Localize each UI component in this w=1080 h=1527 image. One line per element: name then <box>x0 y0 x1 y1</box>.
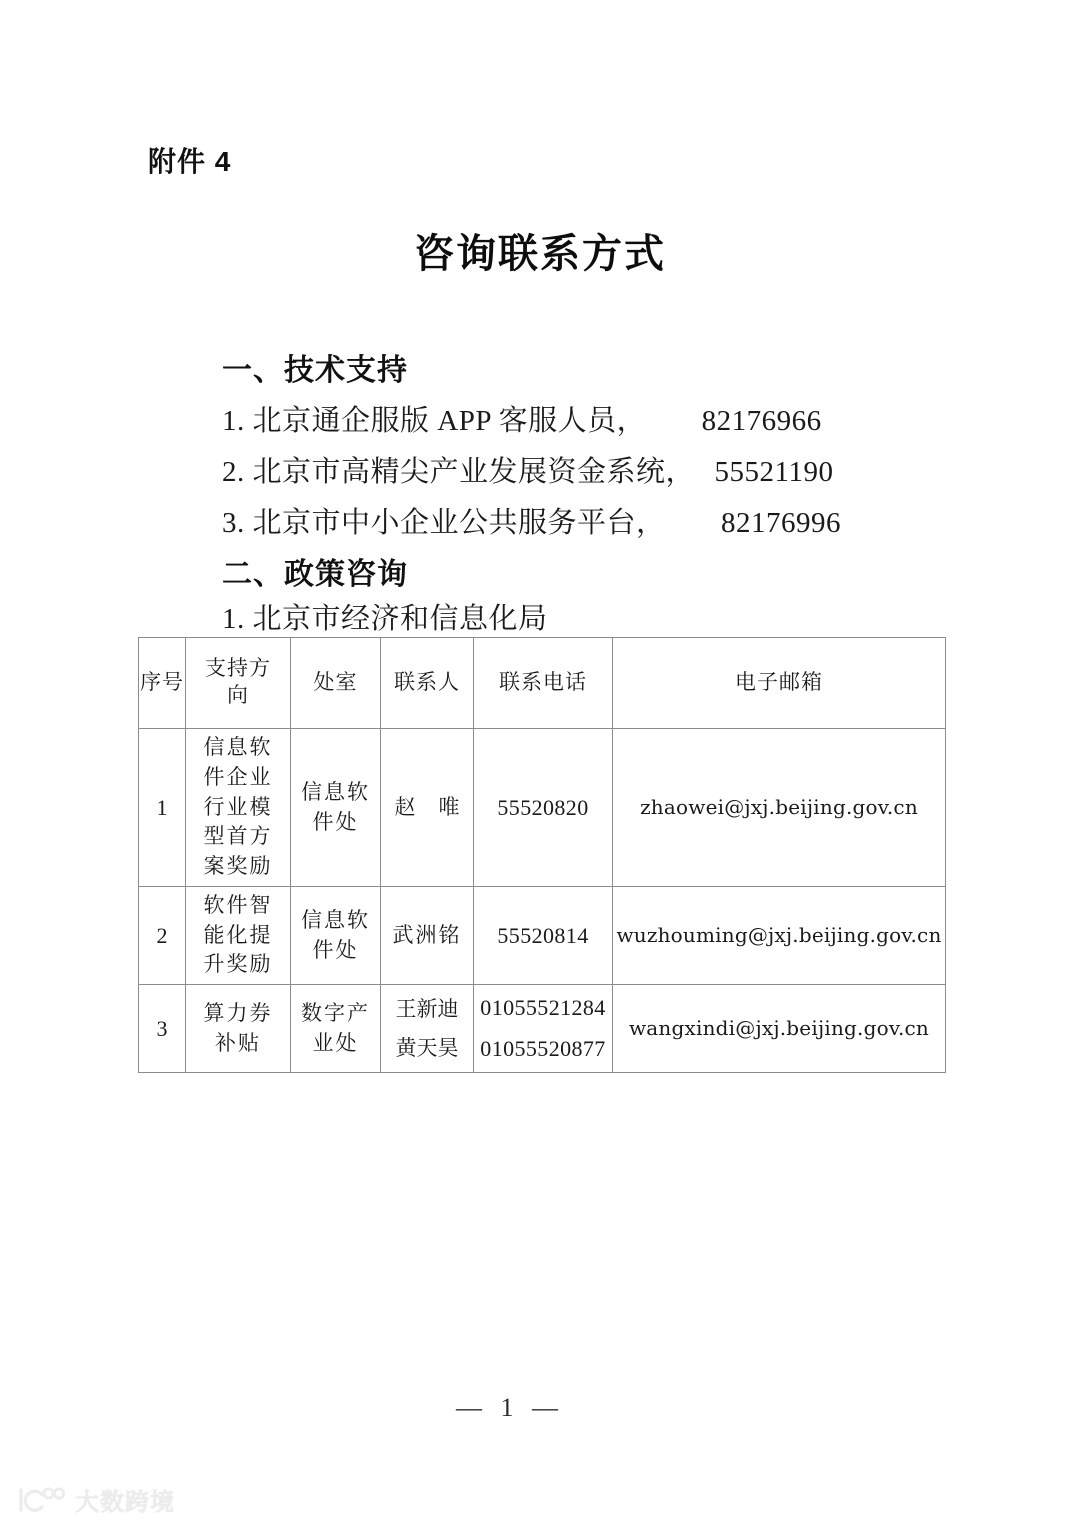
tech-support-item-1-label: 1. 北京通企服版 APP 客服人员， <box>222 405 647 437</box>
table-header-email <box>613 638 946 729</box>
row-1-contact-text: 赵唯 <box>394 795 460 820</box>
row-3-contact <box>381 985 474 1073</box>
table-header-index <box>139 638 186 729</box>
tech-support-item-3 <box>222 500 841 541</box>
row-3-department-text: 数字产业处 <box>300 1000 370 1055</box>
tech-support-item-1-phone: 82176966 <box>701 405 822 437</box>
row-3-index: 3 <box>139 985 186 1073</box>
watermark-text: 大数跨境 <box>75 1489 175 1516</box>
watermark-logo-icon <box>14 1485 66 1515</box>
row-2-index: 2 <box>139 887 186 985</box>
tech-support-item-3-label: 3. 北京市中小企业公共服务平台， <box>222 507 666 539</box>
table-header-email-label: 电子邮箱 <box>735 670 823 694</box>
row-2-department <box>291 887 381 985</box>
row-2-direction-text: 软件智能化提升奖励 <box>203 892 273 977</box>
table-header-department <box>291 638 381 729</box>
row-3-contact-text-1: 王新迪 <box>395 996 459 1021</box>
row-3-contact-text-2: 黄天昊 <box>395 1035 459 1060</box>
table-row <box>139 729 946 887</box>
row-3-email: wangxindi@jxj.beijing.gov.cn <box>613 985 946 1073</box>
row-1-direction <box>186 729 291 887</box>
row-3-phone-text-1: 01055521284 <box>480 994 606 1020</box>
tech-support-item-2-phone: 55521190 <box>714 456 834 488</box>
tech-support-item-2-label: 2. 北京市高精尖产业发展资金系统， <box>222 456 696 488</box>
table-row <box>139 985 946 1073</box>
row-3-direction <box>186 985 291 1073</box>
row-1-index: 1 <box>139 729 186 887</box>
section-heading-tech-support: 一、技术支持 <box>222 354 408 387</box>
section-heading-policy-consult: 二、政策咨询 <box>222 558 408 591</box>
tech-support-item-1 <box>222 398 822 439</box>
row-2-email: wuzhouming@jxj.beijing.gov.cn <box>613 887 946 985</box>
table-header-contact-label: 联系人 <box>394 670 460 694</box>
table-header-phone-label: 联系电话 <box>499 670 587 694</box>
table-header-phone <box>474 638 613 729</box>
table-header-contact <box>381 638 474 729</box>
row-2-direction <box>186 887 291 985</box>
row-1-department-text: 信息软件处 <box>300 779 370 834</box>
row-1-email: zhaowei@jxj.beijing.gov.cn <box>613 729 946 887</box>
row-1-direction-text: 信息软件企业行业模型首方案奖励 <box>203 734 273 879</box>
page-number-footer: — 1 — <box>456 1393 564 1422</box>
row-3-department <box>291 985 381 1073</box>
row-1-contact <box>381 729 474 887</box>
row-1-department <box>291 729 381 887</box>
row-3-direction-text: 算力券补贴 <box>203 1000 273 1055</box>
table-header-direction-label: 支持方向 <box>204 657 271 707</box>
policy-consult-subheading: 1. 北京市经济和信息化局 <box>222 603 548 635</box>
tech-support-item-2 <box>222 449 833 490</box>
table-header-index-label: 序号 <box>140 670 184 694</box>
table-header-department-label: 处室 <box>313 670 358 694</box>
attachment-label: 附件 4 <box>148 146 232 177</box>
row-2-contact-text: 武洲铭 <box>392 923 462 948</box>
row-2-contact <box>381 887 474 985</box>
row-3-phone <box>474 985 613 1073</box>
table-row <box>139 887 946 985</box>
page-title: 咨询联系方式 <box>414 232 666 276</box>
tech-support-item-3-phone: 82176996 <box>721 507 842 539</box>
row-2-phone: 55520814 <box>474 887 613 985</box>
watermark <box>14 1482 175 1517</box>
table-header-direction <box>186 638 291 729</box>
row-1-phone: 55520820 <box>474 729 613 887</box>
row-3-phone-text-2: 01055520877 <box>480 1035 606 1061</box>
row-2-department-text: 信息软件处 <box>300 907 370 962</box>
contact-table <box>138 637 946 1073</box>
table-header-row <box>139 638 946 729</box>
